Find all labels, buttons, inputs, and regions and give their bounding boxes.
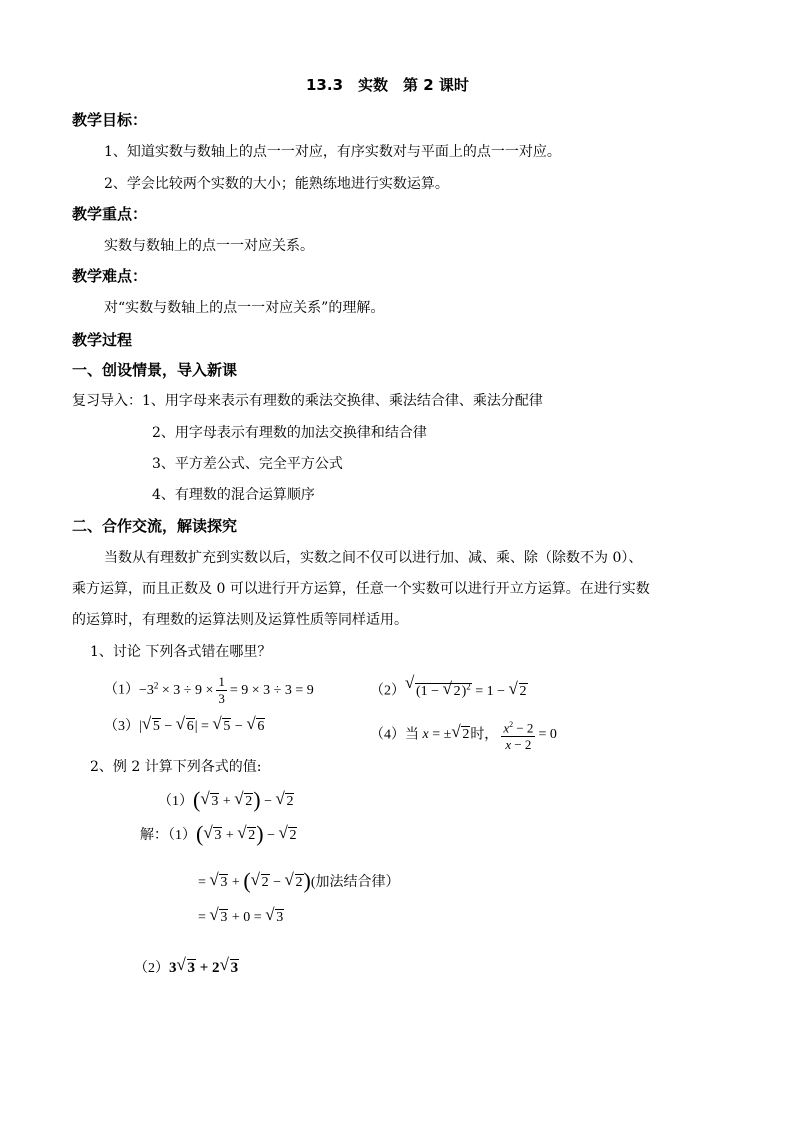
item-3 [104, 714, 265, 737]
item-2-expression: √ (1 − √ 2)$^2$ = 1 − √ 2 [405, 673, 527, 699]
difficulty-heading: 教学难点： [72, 267, 148, 285]
key-points-heading: 教学重点： [72, 205, 148, 223]
key-points-text: 实数与数轴上的点一一对应关系。 [104, 238, 314, 254]
item-4-mid: 时， [470, 727, 499, 743]
item-3-label: （3） [104, 719, 139, 734]
review-line-3: 3、平方差公式、完全平方公式 [152, 456, 343, 472]
example-1 [158, 787, 294, 812]
review-line-4: 4、有理数的混合运算顺序 [152, 487, 315, 503]
review-line-1: 复习导入：1、用字母来表示有理数的乘法交换律、乘法结合律、乘法分配律 [72, 393, 543, 409]
assoc-law-note: (加法结合律） [310, 875, 400, 890]
example-1-label: （1） [158, 794, 193, 809]
item-2-label: （2） [370, 683, 405, 699]
part2-heading: 二、合作交流，解读探究 [72, 517, 238, 535]
page-title: 13.3 实数 第 2 课时 [306, 76, 469, 94]
part1-heading: 一、创设情景，导入新课 [72, 361, 238, 379]
example-2-label: （2） [134, 961, 169, 976]
item-2 [370, 673, 528, 702]
item-1-expression: $-3^2 \times 3 \div 9$ × $\frac{1}{3}$ = 9 × 3 ÷ 3 = 9 [139, 674, 314, 706]
solution-step-2-expression: = √ 3 + 0 = √ 3 [198, 905, 284, 925]
difficulty-text: 对“实数与数轴上的点一一对应关系”的理解。 [104, 300, 385, 316]
example-2 [134, 955, 239, 979]
objective-1: 1、知道实数与数轴上的点一一对应，有序实数对与平面上的点一一对应。 [104, 144, 561, 160]
discussion-prompt: 1、讨论 下列各式错在哪里？ [90, 644, 272, 660]
objective-2: 2、学会比较两个实数的大小；能熟练地进行实数运算。 [104, 176, 449, 192]
item-1 [104, 674, 314, 707]
paragraph-line-3: 的运算时，有理数的运算法则及运算性质等同样适用。 [72, 612, 408, 628]
solution-step-1 [198, 868, 400, 893]
review-line-2: 2、用字母表示有理数的加法交换律和结合律 [152, 425, 427, 441]
solution-step-0 [140, 821, 297, 846]
solution-expression: ( √ 3 + √ 2) − √ 2 [196, 821, 297, 846]
solution-label: 解：（1） [140, 828, 196, 843]
solution-step-2 [198, 905, 284, 928]
item-4-expression: $\frac{x^2 - 2}{x - 2}$ = 0 [498, 727, 557, 742]
paragraph-line-2: 乘方运算，而且正数及 0 可以进行开方运算，任意一个实数可以进行开立方运算。在进行实数 [72, 581, 650, 597]
item-4-label: （4）当 [370, 727, 419, 743]
item-3-expression: | √ 5 − √ 6| = √ 5 − √ 6 [139, 714, 265, 734]
item-4-condition: x = ± √ 2 [422, 722, 470, 743]
paragraph-line-1: 当数从有理数扩充到实数以后，实数之间不仅可以进行加、减、乘、除（除数不为 0）、 [104, 550, 643, 566]
item-1-label: （1） [104, 682, 139, 698]
example-2-prompt: 2、例 2 计算下列各式的值: [90, 759, 262, 775]
objectives-heading: 教学目标： [72, 111, 148, 129]
solution-step-1-expression: = √ 3 + ( √ 2 − √ 2) [198, 868, 311, 893]
item-4 [370, 717, 557, 753]
example-1-expression: ( √ 3 + √ 2) − √ 2 [193, 787, 294, 812]
example-2-expression: 3 √ 3 + 2 √ 3 [169, 955, 239, 976]
process-heading: 教学过程 [72, 331, 133, 349]
